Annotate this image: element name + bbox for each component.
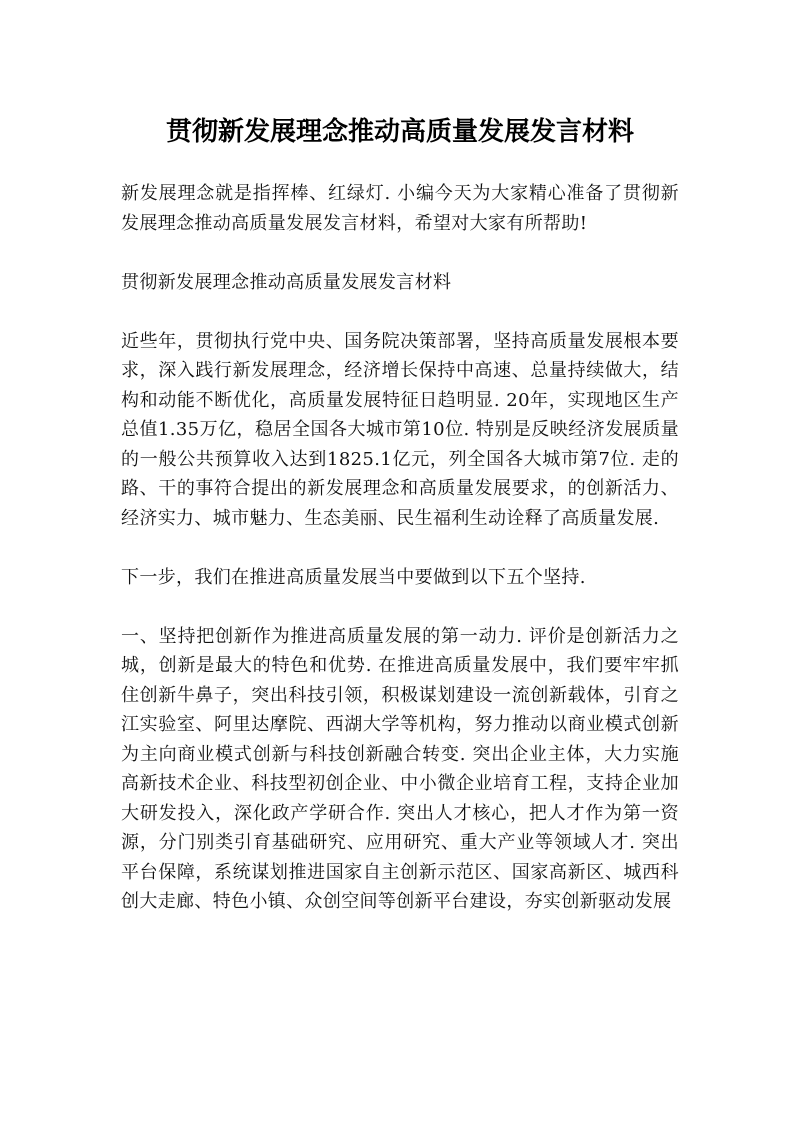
intro-paragraph: 新发展理念就是指挥棒、红绿灯. 小编今天为大家精心准备了贯彻新发展理念推动高质量发展发言材料，希望对大家有所帮助! — [121, 183, 679, 234]
body-paragraph-next-steps: 下一步，我们在推进高质量发展当中要做到以下五个坚持. — [121, 566, 586, 588]
document-body — [121, 179, 679, 917]
section-heading: 贯彻新发展理念推动高质量发展发言材料 — [121, 271, 452, 293]
body-paragraph-overview: 近些年，贯彻执行党中央、国务院决策部署，坚持高质量发展根本要求，深入践行新发展理念，经济增长保持中高速、总量持续做大，结构和动能不断优化，高质量发展特征日趋明显. 20年，实现地区生产总值1.35万亿，稳居全国各大城市第10位. 特别是反映经济发展质量的一般公共预算收入达到1825.1亿元，列全国各大城市第7位. 走的路、干的事符合提出的新发展理念和高质量发展要求，的创新活力、经济实力、城市魅力、生态美丽、民生福利生动诠释了高质量发展. — [121, 330, 679, 529]
body-paragraph-innovation: 一、坚持把创新作为推进高质量发展的第一动力. 评价是创新活力之城，创新是最大的特色和优势. 在推进高质量发展中，我们要牢牢抓住创新牛鼻子，突出科技引领，积极谋划建设一流创新载体，引育之江实验室、阿里达摩院、西湖大学等机构，努力推动以商业模式创新为主向商业模式创新与科技创新融合转变. 突出企业主体，大力实施高新技术企业、科技型初创企业、中小微企业培育工程，支持企业加大研发投入，深化政产学研合作. 突出人才核心，把人才作为第一资源，分门别类引育基础研究、应用研究、重大产业等领域人才. 突出平台保障，系统谋划推进国家自主创新示范区、国家高新区、城西科创大走廊、特色小镇、众创空间等创新平台建设，夯实创新驱动发展 — [121, 625, 679, 912]
document-title: 贯彻新发展理念推动高质量发展发言材料 — [165, 117, 634, 147]
